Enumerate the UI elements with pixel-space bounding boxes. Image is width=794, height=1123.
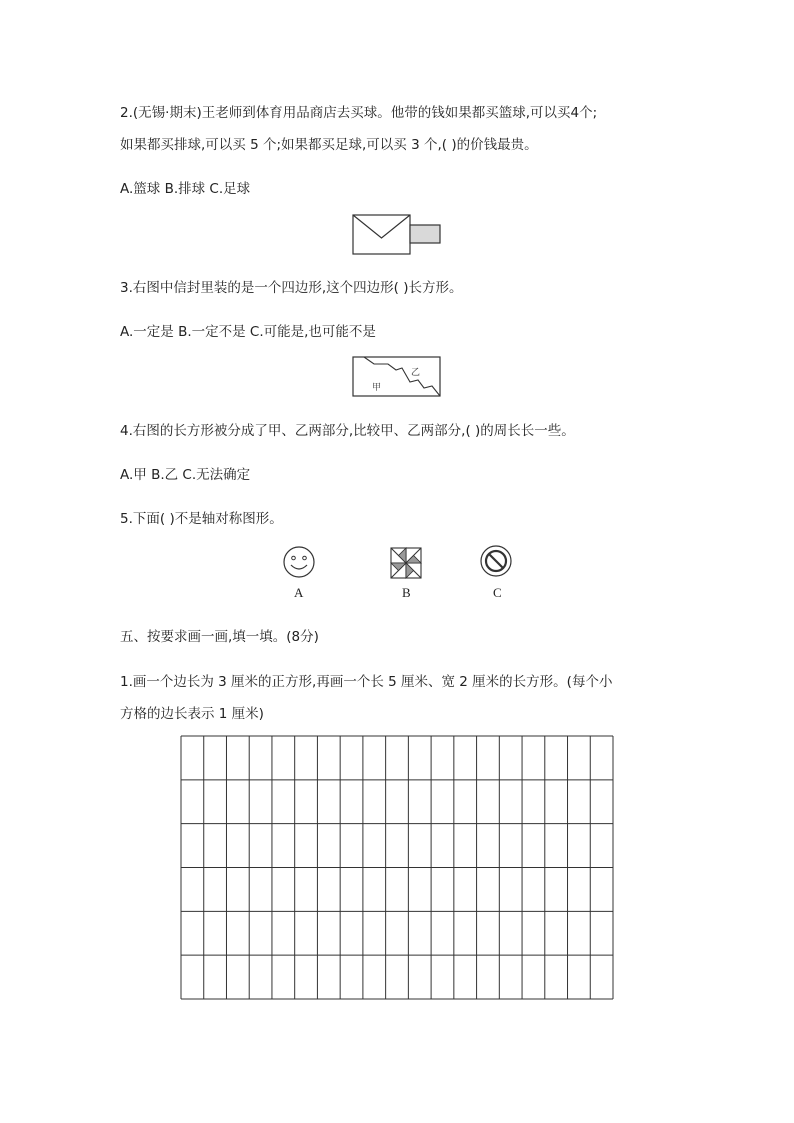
figure-label-b: B bbox=[402, 585, 411, 600]
q5-text: 5.下面( )不是轴对称图形。 bbox=[120, 511, 283, 527]
figure-label-c: C bbox=[493, 585, 502, 600]
q4-options: A.甲 B.乙 C.无法确定 bbox=[120, 467, 251, 483]
q2-line-1: 2.(无锡·期末)王老师到体育用品商店去买球。他带的钱如果都买篮球,可以买4个; bbox=[120, 105, 598, 121]
q2-options: A.篮球 B.排球 C.足球 bbox=[120, 181, 251, 197]
q2-line-2: 如果都买排球,可以买 5 个;如果都买足球,可以买 3 个,( )的价钱最贵。 bbox=[120, 137, 538, 153]
label-jia: 甲 bbox=[372, 383, 382, 393]
section-5-q1-line-2: 方格的边长表示 1 厘米) bbox=[120, 706, 264, 722]
drawing-grid[interactable] bbox=[180, 735, 614, 1000]
label-yi: 乙 bbox=[411, 368, 421, 378]
section-5-q1-line-1: 1.画一个边长为 3 厘米的正方形,再画一个长 5 厘米、宽 2 厘米的长方形。(每个小 bbox=[120, 674, 613, 690]
outer-rectangle bbox=[353, 357, 440, 396]
smiley-icon bbox=[282, 545, 316, 579]
split-rectangle-figure bbox=[352, 356, 442, 398]
section-5-title: 五、按要求画一画,填一填。(8分) bbox=[120, 629, 319, 645]
q3-options: A.一定是 B.一定不是 C.可能是,也可能不是 bbox=[120, 324, 376, 340]
figure-label-a: A bbox=[294, 585, 304, 600]
q3-text: 3.右图中信封里装的是一个四边形,这个四边形( )长方形。 bbox=[120, 280, 463, 296]
q4-text: 4.右图的长方形被分成了甲、乙两部分,比较甲、乙两部分,( )的周长长一些。 bbox=[120, 423, 575, 439]
no-sign-icon bbox=[479, 544, 513, 578]
pinwheel-icon bbox=[389, 546, 423, 580]
envelope-body bbox=[353, 215, 410, 254]
envelope-figure bbox=[352, 214, 444, 256]
quadrilateral-sticking-out bbox=[410, 225, 440, 243]
